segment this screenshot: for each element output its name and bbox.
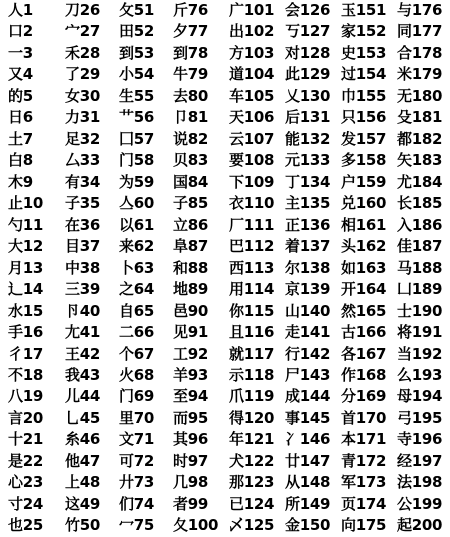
index-entry: 正136 <box>285 215 331 234</box>
index-entry: 广101 <box>229 1 275 19</box>
index-entry: 用114 <box>229 280 275 299</box>
index-entry: 厶33 <box>65 151 100 170</box>
index-entry: 以61 <box>119 215 154 234</box>
index-entry: 手16 <box>8 323 43 342</box>
index-entry: 邑90 <box>173 301 208 320</box>
index-entry: 刀26 <box>65 1 100 19</box>
index-entry: 与176 <box>397 1 443 19</box>
index-entry: 至94 <box>173 387 208 406</box>
index-entry: 冫146 <box>285 430 331 449</box>
index-entry: 人1 <box>8 1 33 19</box>
index-entry: 他47 <box>65 451 100 470</box>
index-entry: 立86 <box>173 215 208 234</box>
index-entry: 贝83 <box>173 151 208 170</box>
index-entry: 且116 <box>229 323 275 342</box>
index-entry: 三39 <box>65 280 100 299</box>
index-entry: 月13 <box>8 258 43 277</box>
index-entry: 米179 <box>397 65 443 84</box>
index-entry: 主135 <box>285 194 331 213</box>
index-entry: 发157 <box>341 129 387 148</box>
index-entry: 上48 <box>65 473 100 492</box>
index-entry: 头162 <box>341 237 387 256</box>
index-entry: 十21 <box>8 430 43 449</box>
index-entry: 卪40 <box>65 301 100 320</box>
index-entry: 多158 <box>341 151 387 170</box>
index-entry: 和88 <box>173 258 208 277</box>
index-entry: 元133 <box>285 151 331 170</box>
index-entry: 后131 <box>285 108 331 127</box>
index-entry: 那123 <box>229 473 275 492</box>
index-entry: 西113 <box>229 258 275 277</box>
index-entry: 国84 <box>173 172 208 191</box>
index-entry: 你115 <box>229 301 275 320</box>
index-entry: 又4 <box>8 65 33 84</box>
index-entry: 口2 <box>8 22 33 41</box>
index-entry: 本171 <box>341 430 387 449</box>
index-entry: 王42 <box>65 344 100 363</box>
index-entry: 已124 <box>229 494 275 513</box>
index-entry: 到53 <box>119 43 154 62</box>
index-entry: 尸143 <box>285 365 331 384</box>
index-entry: 示118 <box>229 365 275 384</box>
index-entry: 会126 <box>285 1 331 19</box>
index-entry: 门69 <box>119 387 154 406</box>
index-entry: 都182 <box>397 129 443 148</box>
index-entry: 犬122 <box>229 451 275 470</box>
index-entry: 水15 <box>8 301 43 320</box>
index-entry: 冖75 <box>119 516 154 535</box>
index-entry: 寺196 <box>397 430 443 449</box>
index-entry: 巴112 <box>229 237 275 256</box>
index-entry: 衣110 <box>229 194 275 213</box>
index-entry: 家152 <box>341 22 387 41</box>
index-entry: 子85 <box>173 194 208 213</box>
index-entry: 所149 <box>285 494 331 513</box>
index-entry: 合178 <box>397 43 443 62</box>
index-entry: 向175 <box>341 516 387 535</box>
index-entry: 此129 <box>285 65 331 84</box>
index-entry: 页174 <box>341 494 387 513</box>
index-entry: 凵189 <box>397 280 443 299</box>
index-entry: 止10 <box>8 194 43 213</box>
index-entry: 去80 <box>173 86 208 105</box>
index-entry: 出102 <box>229 22 275 41</box>
index-entry: 二66 <box>119 323 154 342</box>
index-entry: 各167 <box>341 344 387 363</box>
index-entry: 从148 <box>285 473 331 492</box>
index-entry: 到78 <box>173 43 208 62</box>
index-entry: 首170 <box>341 408 387 427</box>
index-entry: 其96 <box>173 430 208 449</box>
index-entry: 长185 <box>397 194 443 213</box>
index-entry: 而95 <box>173 408 208 427</box>
index-entry: 言20 <box>8 408 43 427</box>
index-entry: 儿44 <box>65 387 100 406</box>
index-entry: 起200 <box>397 516 443 535</box>
index-entry: 丂127 <box>285 22 331 41</box>
index-entry: 京139 <box>285 280 331 299</box>
index-entry: 兑160 <box>341 194 387 213</box>
index-entry: 只156 <box>341 108 387 127</box>
index-entry: 囗57 <box>119 129 154 148</box>
index-entry: 几98 <box>173 473 208 492</box>
index-entry: 地89 <box>173 280 208 299</box>
column-3 <box>119 0 173 537</box>
index-entry: 心23 <box>8 473 43 492</box>
index-entry: 入186 <box>397 215 443 234</box>
index-entry: 夕77 <box>173 22 208 41</box>
column-6 <box>285 0 341 537</box>
index-entry: 尤184 <box>397 172 443 191</box>
index-entry: 道104 <box>229 65 275 84</box>
index-entry: 土7 <box>8 129 33 148</box>
index-entry: 子35 <box>65 194 100 213</box>
index-entry: 卜63 <box>119 258 154 277</box>
index-entry: 成144 <box>285 387 331 406</box>
column-1 <box>0 0 61 537</box>
index-entry: 的5 <box>8 86 33 105</box>
index-entry: 作168 <box>341 365 387 384</box>
index-entry: 一3 <box>8 43 33 62</box>
index-entry: 殳181 <box>397 108 443 127</box>
index-entry: 母194 <box>397 387 443 406</box>
index-entry: 爪119 <box>229 387 275 406</box>
column-8 <box>397 0 450 537</box>
index-entry: 也25 <box>8 516 43 535</box>
index-entry: 相161 <box>341 215 387 234</box>
index-entry: 无180 <box>397 86 443 105</box>
index-entry: 么193 <box>397 365 443 384</box>
index-entry: 辶14 <box>8 280 43 299</box>
index-entry: 之64 <box>119 280 154 299</box>
index-entry: 户159 <box>341 172 387 191</box>
index-entry: 佳187 <box>397 237 443 256</box>
index-entry: 生55 <box>119 86 154 105</box>
index-entry: 同177 <box>397 22 443 41</box>
index-entry: 夂100 <box>173 516 219 535</box>
index-entry: 厂111 <box>229 215 275 234</box>
index-entry: 火68 <box>119 365 154 384</box>
index-entry: 里70 <box>119 408 154 427</box>
index-entry: 工92 <box>173 344 208 363</box>
index-entry: 当192 <box>397 344 443 363</box>
index-entry: 文71 <box>119 430 154 449</box>
index-entry: 力31 <box>65 108 100 127</box>
index-entry: 宀27 <box>65 22 100 41</box>
index-entry: 马188 <box>397 258 443 277</box>
index-entry: 经197 <box>397 451 443 470</box>
index-entry: 中38 <box>65 258 100 277</box>
index-entry: 卩81 <box>173 108 208 127</box>
index-entry: 寸24 <box>8 494 43 513</box>
index-entry: 乄125 <box>229 516 275 535</box>
index-entry: 云107 <box>229 129 275 148</box>
column-5 <box>229 0 285 537</box>
index-entry: 者99 <box>173 494 208 513</box>
index-entry: 要108 <box>229 151 275 170</box>
index-entry: 得120 <box>229 408 275 427</box>
index-entry: 来62 <box>119 237 154 256</box>
index-entry: 足32 <box>65 129 100 148</box>
index-entry: 方103 <box>229 43 275 62</box>
index-entry: 过154 <box>341 65 387 84</box>
index-entry: 史153 <box>341 43 387 62</box>
index-entry: 山140 <box>285 301 331 320</box>
index-entry: 牛79 <box>173 65 208 84</box>
index-entry: 下109 <box>229 172 275 191</box>
index-entry: 开164 <box>341 280 387 299</box>
index-entry: 田52 <box>119 22 154 41</box>
index-entry: 就117 <box>229 344 275 363</box>
index-entry: 可72 <box>119 451 154 470</box>
index-entry: 尔138 <box>285 258 331 277</box>
index-entry: 青172 <box>341 451 387 470</box>
index-entry: 见91 <box>173 323 208 342</box>
index-entry: 丁134 <box>285 172 331 191</box>
index-entry: 将191 <box>397 323 443 342</box>
index-entry: 日6 <box>8 108 33 127</box>
index-entry: 事145 <box>285 408 331 427</box>
index-entry: 车105 <box>229 86 275 105</box>
index-entry: 时97 <box>173 451 208 470</box>
index-entry: 这49 <box>65 494 100 513</box>
index-entry: 矢183 <box>397 151 443 170</box>
index-entry: 古166 <box>341 323 387 342</box>
index-entry: 士190 <box>397 301 443 320</box>
index-entry: 木9 <box>8 172 33 191</box>
index-entry: 我43 <box>65 365 100 384</box>
index-entry: 是22 <box>8 451 43 470</box>
index-entry: 年121 <box>229 430 275 449</box>
index-entry: 为59 <box>119 172 154 191</box>
index-entry: 羊93 <box>173 365 208 384</box>
index-entry: 艹56 <box>119 108 154 127</box>
column-2 <box>61 0 119 537</box>
index-entry: 不18 <box>8 365 43 384</box>
column-4 <box>173 0 229 537</box>
index-entry: 尢41 <box>65 323 100 342</box>
index-entry: 玉151 <box>341 1 387 19</box>
index-entry: 分169 <box>341 387 387 406</box>
index-entry: 公199 <box>397 494 443 513</box>
index-entry: 金150 <box>285 516 331 535</box>
index-entry: 廿147 <box>285 451 331 470</box>
index-entry: 们74 <box>119 494 154 513</box>
index-entry: 说82 <box>173 129 208 148</box>
index-entry: 彳17 <box>8 344 43 363</box>
index-entry: 廾73 <box>119 473 154 492</box>
index-entry: 个67 <box>119 344 154 363</box>
index-entry: 能132 <box>285 129 331 148</box>
index-entry: 天106 <box>229 108 275 127</box>
index-entry: 乂130 <box>285 86 331 105</box>
index-entry: 阜87 <box>173 237 208 256</box>
index-entry: 行142 <box>285 344 331 363</box>
column-7 <box>341 0 397 537</box>
index-entry: 走141 <box>285 323 331 342</box>
index-entry: 然165 <box>341 301 387 320</box>
index-entry: 如163 <box>341 258 387 277</box>
index-entry: 了29 <box>65 65 100 84</box>
index-entry: 对128 <box>285 43 331 62</box>
index-entry: 门58 <box>119 151 154 170</box>
index-entry: 大12 <box>8 237 43 256</box>
index-entry: 小54 <box>119 65 154 84</box>
index-entry: 在36 <box>65 215 100 234</box>
index-entry: 糸46 <box>65 430 100 449</box>
index-entry: 女30 <box>65 86 100 105</box>
index-entry: 白8 <box>8 151 33 170</box>
index-entry: 有34 <box>65 172 100 191</box>
index-entry: 目37 <box>65 237 100 256</box>
index-entry: 弓195 <box>397 408 443 427</box>
index-entry: 八19 <box>8 387 43 406</box>
index-entry: 自65 <box>119 301 154 320</box>
index-entry: 竹50 <box>65 516 100 535</box>
index-entry: 乚45 <box>65 408 100 427</box>
index-entry: 法198 <box>397 473 443 492</box>
index-entry: 亼60 <box>119 194 154 213</box>
index-entry: 巾155 <box>341 86 387 105</box>
index-entry: 攵51 <box>119 1 154 19</box>
index-entry: 斤76 <box>173 1 208 19</box>
index-entry: 着137 <box>285 237 331 256</box>
index-entry: 军173 <box>341 473 387 492</box>
index-entry: 禾28 <box>65 43 100 62</box>
index-entry: 勺11 <box>8 215 43 234</box>
